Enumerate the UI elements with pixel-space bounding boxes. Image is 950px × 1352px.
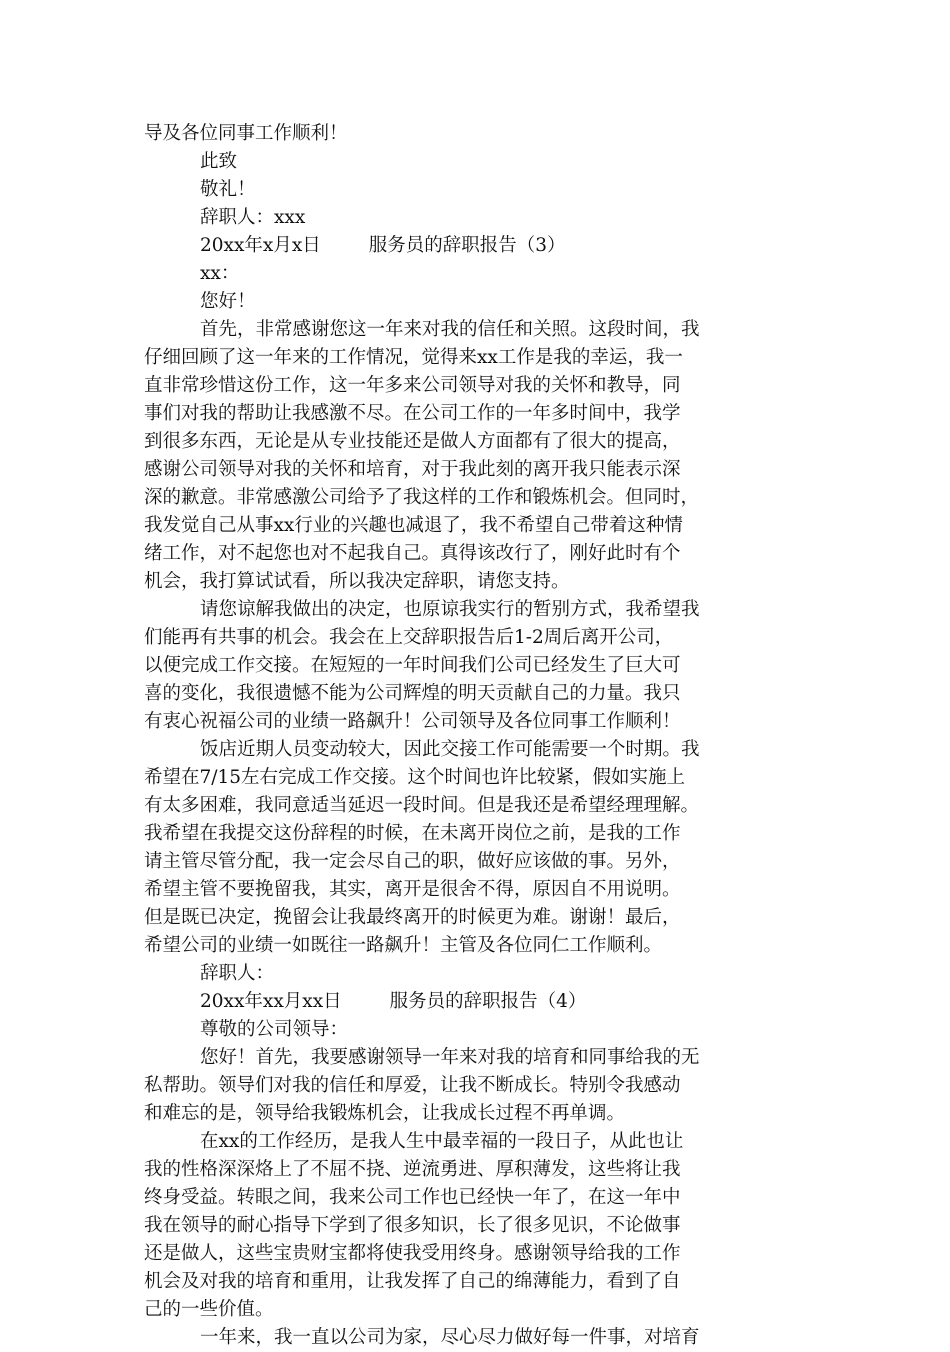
paragraph-line: 希望在7/15左右完成工作交接。这个时间也许比较紧，假如实施上 (144, 767, 686, 788)
paragraph-line: 深的歉意。非常感激公司给予了我这样的工作和锻炼机会。但同时， (144, 487, 700, 508)
date-heading-line (144, 988, 820, 1016)
paragraph-line: 直非常珍惜这份工作，这一年多来公司领导对我的关怀和教导，同 (144, 375, 681, 396)
paragraph-line: 到很多东西，无论是从专业技能还是做人方面都有了很大的提高， (144, 431, 681, 452)
paragraph-line: 请您谅解我做出的决定，也原谅我实行的暂别方式，我希望我 (200, 599, 700, 620)
paragraph-line: 我在领导的耐心指导下学到了很多知识，长了很多见识，不论做事 (144, 1215, 681, 1236)
paragraph-line: 以便完成工作交接。在短短的一年时间我们公司已经发生了巨大可 (144, 655, 681, 676)
section-heading-4: 服务员的辞职报告（4） (389, 991, 587, 1012)
paragraph-line: 机会，我打算试试看，所以我决定辞职，请您支持。 (144, 571, 570, 592)
signature-line: 辞职人：xxx (200, 207, 306, 228)
paragraph-line: 在xx的工作经历，是我人生中最幸福的一段日子，从此也让 (200, 1131, 684, 1152)
paragraph-line: 您好！首先，我要感谢领导一年来对我的培育和同事给我的无 (200, 1047, 700, 1068)
paragraph-line: 一年来，我一直以公司为家，尽心尽力做好每一件事，对培育 (200, 1327, 700, 1348)
paragraph-line: 我希望在我提交这份辞程的时候，在未离开岗位之前，是我的工作 (144, 823, 681, 844)
closing-salutation: 此致 (200, 151, 238, 172)
paragraph-line: 我的性格深深烙上了不屈不挠、逆流勇进、厚积薄发，这些将让我 (144, 1159, 681, 1180)
paragraph-line: 喜的变化，我很遗憾不能为公司辉煌的明天贡献自己的力量。我只 (144, 683, 681, 704)
paragraph-line: 还是做人，这些宝贵财宝都将使我受用终身。感谢领导给我的工作 (144, 1243, 681, 1264)
paragraph-line: 机会及对我的培育和重用，让我发挥了自己的绵薄能力，看到了自 (144, 1271, 681, 1292)
paragraph-line: 们能再有共事的机会。我会在上交辞职报告后1-2周后离开公司， (144, 627, 674, 648)
paragraph-line: 但是既已决定，挽留会让我最终离开的时候更为难。谢谢！最后， (144, 907, 681, 928)
paragraph-line: 有太多困难，我同意适当延迟一段时间。但是我还是希望经理理解。 (144, 795, 700, 816)
paragraph-line: 绪工作，对不起您也对不起我自己。真得该改行了，刚好此时有个 (144, 543, 681, 564)
document-page (144, 120, 820, 1352)
paragraph-line: 请主管尽管分配，我一定会尽自己的职，做好应该做的事。另外， (144, 851, 681, 872)
recipient-line: 尊敬的公司领导： (200, 1019, 349, 1040)
paragraph-line: 有衷心祝福公司的业绩一路飙升！公司领导及各位同事工作顺利！ (144, 711, 681, 732)
date-heading-line (144, 232, 820, 260)
paragraph-line: 仔细回顾了这一年来的工作情况，觉得来xx工作是我的幸运，我一 (144, 347, 683, 368)
signature-line: 辞职人： (200, 963, 275, 984)
paragraph-line: 饭店近期人员变动较大，因此交接工作可能需要一个时期。我 (200, 739, 700, 760)
paragraph-line: 希望公司的业绩一如既往一路飙升！主管及各位同仁工作顺利。 (144, 935, 663, 956)
date-text: 20xx年xx月xx日 (200, 991, 342, 1012)
paragraph-line: 我发觉自己从事xx行业的兴趣也减退了，我不希望自己带着这种情 (144, 515, 683, 536)
text-line: 导及各位同事工作顺利！ (144, 123, 348, 144)
paragraph-line: 己的一些价值。 (144, 1299, 274, 1320)
paragraph-line: 感谢公司领导对我的关怀和培育，对于我此刻的离开我只能表示深 (144, 459, 681, 480)
closing-regards: 敬礼！ (200, 179, 256, 200)
paragraph-line: 事们对我的帮助让我感激不尽。在公司工作的一年多时间中，我学 (144, 403, 681, 424)
paragraph-line: 私帮助。领导们对我的信任和厚爱，让我不断成长。特别令我感动 (144, 1075, 681, 1096)
recipient-line: xx： (200, 263, 240, 284)
paragraph-line: 首先，非常感谢您这一年来对我的信任和关照。这段时间，我 (200, 319, 700, 340)
date-text: 20xx年x月x日 (200, 235, 321, 256)
greeting-line: 您好！ (200, 291, 256, 312)
paragraph-line: 希望主管不要挽留我，其实，离开是很舍不得，原因自不用说明。 (144, 879, 681, 900)
paragraph-line: 终身受益。转眼之间，我来公司工作也已经快一年了，在这一年中 (144, 1187, 681, 1208)
section-heading-3: 服务员的辞职报告（3） (368, 235, 566, 256)
paragraph-line: 和难忘的是，领导给我锻炼机会，让我成长过程不再单调。 (144, 1103, 626, 1124)
